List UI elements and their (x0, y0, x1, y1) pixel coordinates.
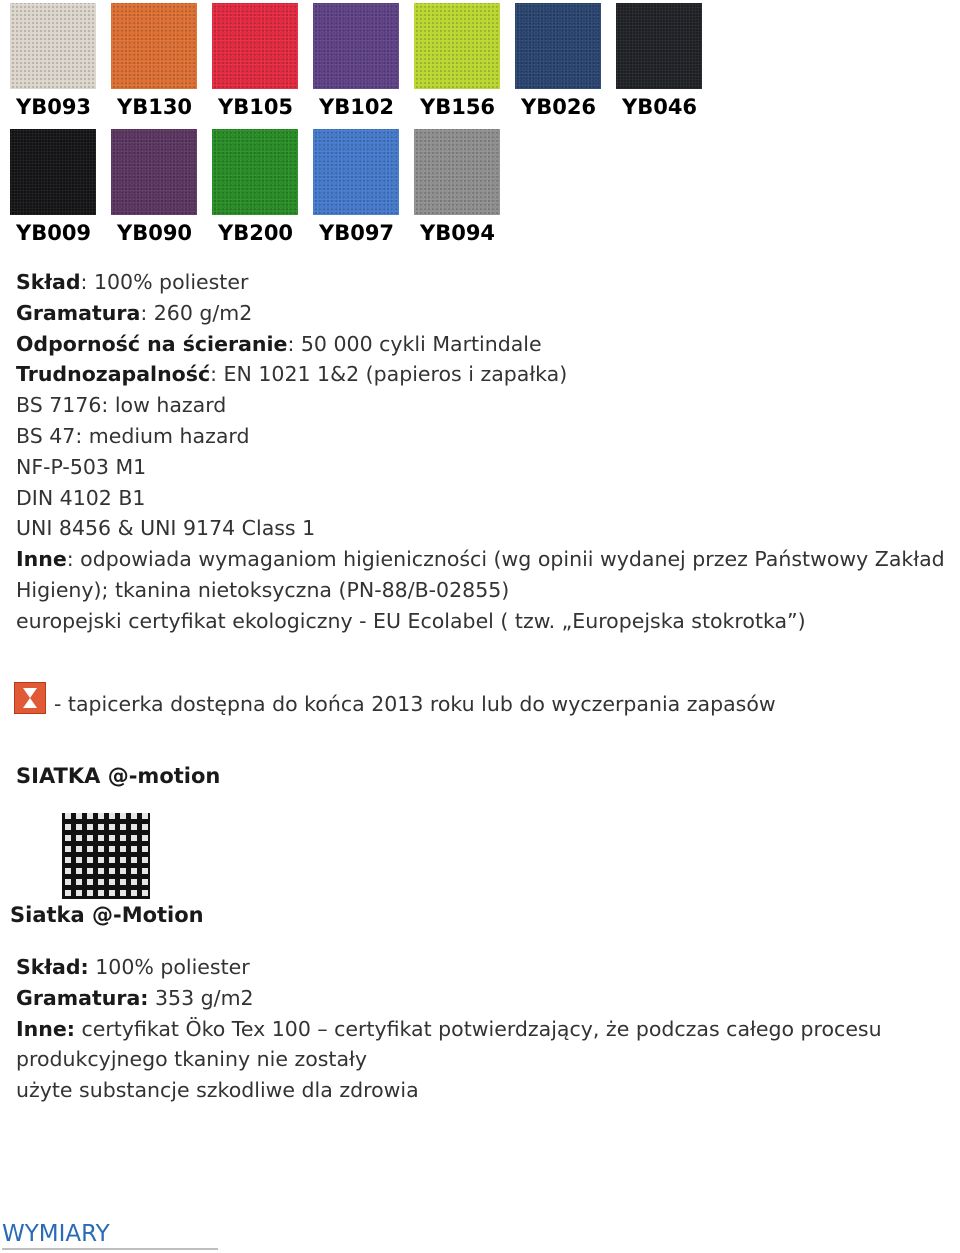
swatch (111, 3, 212, 122)
swatch (10, 3, 111, 122)
swatch (212, 129, 313, 248)
swatch-code: YB026 (521, 95, 597, 119)
swatch-chip (414, 3, 500, 89)
swatch-chip (111, 3, 197, 89)
availability-notice-text: - tapicerka dostępna do końca 2013 roku lub do wyczerpania zapasów (54, 692, 776, 716)
swatch-code: YB200 (218, 221, 294, 245)
mesh-spec-inne-cont: produkcyjnego tkaniny nie zostały (16, 1047, 367, 1072)
swatch-code: YB046 (622, 95, 698, 119)
swatch-code: YB094 (420, 221, 496, 245)
swatch-chip (111, 129, 197, 215)
swatch-code: YB097 (319, 221, 395, 245)
spec-bs47: BS 47: medium hazard (16, 423, 250, 448)
swatch-code: YB093 (16, 95, 92, 119)
availability-notice (14, 682, 776, 716)
swatch-code: YB090 (117, 221, 193, 245)
spec-gramatura: Gramatura: 260 g/m2 (16, 300, 253, 325)
fabric-specs (16, 267, 945, 637)
spec-din: DIN 4102 B1 (16, 485, 146, 510)
swatch-chip (212, 3, 298, 89)
mesh-caption: Siatka @-Motion (10, 903, 204, 927)
swatch (414, 3, 515, 122)
spec-bs7176: BS 7176: low hazard (16, 393, 227, 418)
mesh-spec-gramatura: Gramatura: 353 g/m2 (16, 985, 254, 1010)
mesh-spec-inne-cont2: użyte substancje szkodliwe dla zdrowia (16, 1078, 419, 1103)
mesh-swatch-pattern (62, 813, 150, 899)
swatch (212, 3, 313, 122)
swatch-row-2 (10, 129, 515, 248)
swatch-row-1 (10, 3, 717, 122)
swatch (313, 129, 414, 248)
spec-inne: Inne: odpowiada wymaganiom higieniczności (wg opinii wydanej przez Państwowy Zakład (16, 547, 945, 572)
spec-trudnozapalnosc: Trudnozapalność: EN 1021 1&2 (papieros i zapałka) (16, 362, 568, 387)
swatch-chip (515, 3, 601, 89)
swatch-chip (313, 129, 399, 215)
spec-nfp: NF-P-503 M1 (16, 454, 147, 479)
swatch-code: YB130 (117, 95, 193, 119)
spec-uni: UNI 8456 & UNI 9174 Class 1 (16, 516, 316, 541)
swatch (414, 129, 515, 248)
spec-odpornosc: Odporność na ścieranie: 50 000 cykli Martindale (16, 331, 542, 356)
swatch (111, 129, 212, 248)
wymiary-link[interactable]: WYMIARY (2, 1221, 218, 1250)
mesh-specs (16, 952, 882, 1106)
swatch (616, 3, 717, 122)
hourglass-icon (14, 682, 46, 714)
mesh-spec-sklad: Skład: 100% poliester (16, 955, 250, 979)
swatch-code: YB102 (319, 95, 395, 119)
mesh-spec-inne: Inne: certyfikat Öko Tex 100 – certyfikat potwierdzający, że podczas całego procesu (16, 1016, 882, 1041)
swatch-code: YB156 (420, 95, 496, 119)
spec-inne-cont: Higieny); tkanina nietoksyczna (PN-88/B-02855) (16, 577, 510, 602)
swatch (10, 129, 111, 248)
swatch (313, 3, 414, 122)
swatch-code: YB009 (16, 221, 92, 245)
swatch-chip (212, 129, 298, 215)
swatch-chip (313, 3, 399, 89)
spec-ecolabel: europejski certyfikat ekologiczny - EU Ecolabel ( tzw. „Europejska stokrotka”) (16, 608, 806, 633)
mesh-section-heading: SIATKA @-motion (16, 764, 221, 788)
spec-sklad: Skład: 100% poliester (16, 270, 249, 294)
swatch-chip (10, 129, 96, 215)
swatch-chip (616, 3, 702, 89)
swatch (515, 3, 616, 122)
swatch-chip (414, 129, 500, 215)
swatch-chip (10, 3, 96, 89)
swatch-code: YB105 (218, 95, 294, 119)
